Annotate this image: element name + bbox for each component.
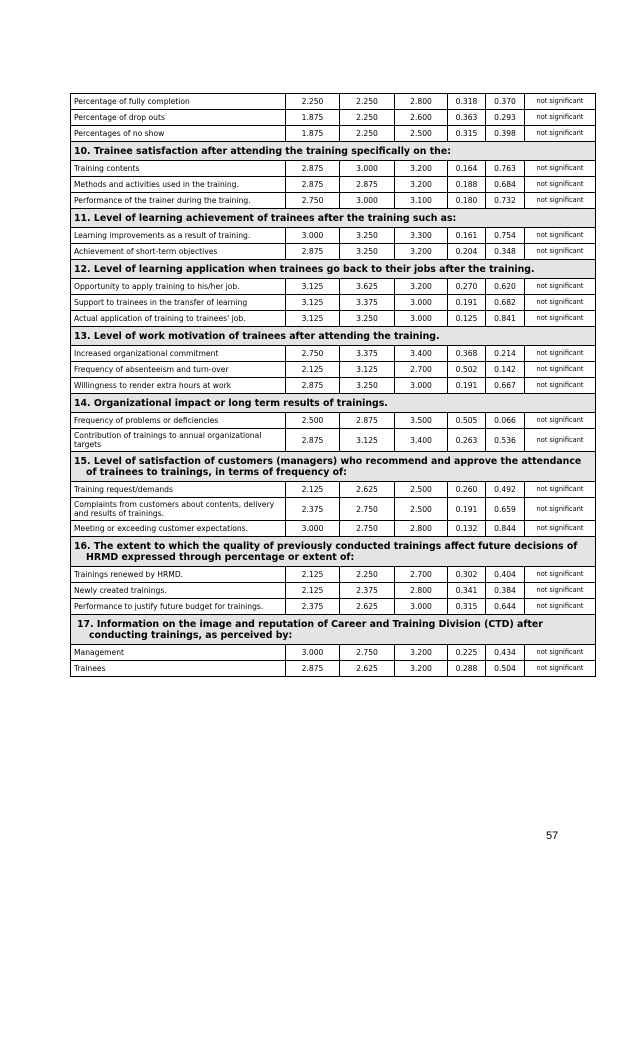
value-cell: 0.315 (448, 599, 486, 615)
value-cell: 2.125 (286, 583, 340, 599)
significance-cell: not significant (525, 362, 596, 378)
value-cell: 0.225 (448, 645, 486, 661)
table-row (71, 521, 596, 537)
significance-cell: not significant (525, 126, 596, 142)
row-label: Support to trainees in the transfer of learning (71, 295, 286, 311)
row-label: Percentage of fully completion (71, 94, 286, 110)
table-row (71, 346, 596, 362)
value-cell: 0.434 (486, 645, 525, 661)
significance-cell: not significant (525, 161, 596, 177)
value-cell: 2.875 (286, 661, 340, 677)
significance-cell: not significant (525, 228, 596, 244)
value-cell: 0.505 (448, 413, 486, 429)
value-cell: 2.500 (286, 413, 340, 429)
significance-cell: not significant (525, 193, 596, 209)
row-label: Learning improvements as a result of training. (71, 228, 286, 244)
value-cell: 3.200 (395, 161, 448, 177)
value-cell: 2.250 (286, 94, 340, 110)
row-label: Actual application of training to trainees' job. (71, 311, 286, 327)
value-cell: 3.200 (395, 177, 448, 193)
value-cell: 0.164 (448, 161, 486, 177)
value-cell: 3.000 (286, 645, 340, 661)
value-cell: 0.384 (486, 583, 525, 599)
table-row (71, 126, 596, 142)
value-cell: 3.125 (340, 362, 395, 378)
value-cell: 2.875 (340, 413, 395, 429)
value-cell: 2.700 (395, 362, 448, 378)
significance-cell: not significant (525, 429, 596, 452)
value-cell: 3.400 (395, 429, 448, 452)
value-cell: 3.100 (395, 193, 448, 209)
table-row (71, 498, 596, 521)
row-label: Contribution of trainings to annual organizational targets (71, 429, 286, 452)
section-header-cell (71, 260, 596, 279)
significance-cell: not significant (525, 346, 596, 362)
value-cell: 0.398 (486, 126, 525, 142)
section-header (71, 394, 596, 413)
value-cell: 0.368 (448, 346, 486, 362)
row-label: Increased organizational commitment (71, 346, 286, 362)
value-cell: 0.180 (448, 193, 486, 209)
row-label: Methods and activities used in the training. (71, 177, 286, 193)
row-label: Achievement of short-term objectives (71, 244, 286, 260)
row-label: Training request/demands (71, 482, 286, 498)
value-cell: 0.502 (448, 362, 486, 378)
significance-cell: not significant (525, 295, 596, 311)
value-cell: 0.763 (486, 161, 525, 177)
table-row (71, 193, 596, 209)
row-label: Management (71, 645, 286, 661)
value-cell: 2.250 (340, 567, 395, 583)
value-cell: 3.375 (340, 346, 395, 362)
value-cell: 0.492 (486, 482, 525, 498)
value-cell: 0.191 (448, 378, 486, 394)
value-cell: 0.318 (448, 94, 486, 110)
value-cell: 0.302 (448, 567, 486, 583)
value-cell: 2.500 (395, 126, 448, 142)
value-cell: 3.000 (395, 378, 448, 394)
results-table (70, 93, 596, 677)
value-cell: 1.875 (286, 126, 340, 142)
value-cell: 2.125 (286, 482, 340, 498)
value-cell: 2.250 (340, 94, 395, 110)
significance-cell: not significant (525, 177, 596, 193)
significance-cell: not significant (525, 311, 596, 327)
value-cell: 0.644 (486, 599, 525, 615)
significance-cell: not significant (525, 244, 596, 260)
value-cell: 3.125 (286, 311, 340, 327)
value-cell: 2.750 (340, 645, 395, 661)
value-cell: 3.250 (340, 228, 395, 244)
row-label: Training contents (71, 161, 286, 177)
table-row (71, 244, 596, 260)
section-title: 16. The extent to which the quality of previously conducted trainings affect future decisions of HRMD expressed through percentage or extent of: (74, 540, 578, 563)
value-cell: 3.200 (395, 244, 448, 260)
significance-cell: not significant (525, 661, 596, 677)
value-cell: 3.000 (395, 311, 448, 327)
row-label: Performance to justify future budget for trainings. (71, 599, 286, 615)
value-cell: 0.363 (448, 110, 486, 126)
value-cell: 3.375 (340, 295, 395, 311)
value-cell: 3.400 (395, 346, 448, 362)
table-row (71, 429, 596, 452)
section-title: 17. Information on the image and reputation of Career and Training Division (CTD) after conducting trainings, as perceived by: (77, 618, 543, 641)
page-number: 57 (546, 830, 559, 842)
value-cell: 2.875 (286, 244, 340, 260)
value-cell: 0.754 (486, 228, 525, 244)
value-cell: 0.142 (486, 362, 525, 378)
significance-cell: not significant (525, 413, 596, 429)
significance-cell: not significant (525, 498, 596, 521)
row-label: Complaints from customers about contents, delivery and results of trainings. (71, 498, 286, 521)
value-cell: 0.684 (486, 177, 525, 193)
value-cell: 3.500 (395, 413, 448, 429)
value-cell: 2.250 (340, 110, 395, 126)
section-title: 11. Level of learning achievement of trainees after the training such as: (74, 212, 457, 224)
value-cell: 0.161 (448, 228, 486, 244)
table-row (71, 177, 596, 193)
row-label: Performance of the trainer during the training. (71, 193, 286, 209)
section-header-cell (71, 452, 596, 482)
row-label: Trainings renewed by HRMD. (71, 567, 286, 583)
value-cell: 0.504 (486, 661, 525, 677)
value-cell: 2.375 (340, 583, 395, 599)
section-header-cell (71, 394, 596, 413)
value-cell: 0.270 (448, 279, 486, 295)
section-header (71, 260, 596, 279)
table-row (71, 583, 596, 599)
value-cell: 2.750 (340, 498, 395, 521)
value-cell: 2.625 (340, 661, 395, 677)
section-header-cell (71, 615, 596, 645)
table-row (71, 645, 596, 661)
significance-cell: not significant (525, 378, 596, 394)
significance-cell: not significant (525, 110, 596, 126)
row-label: Opportunity to apply training to his/her job. (71, 279, 286, 295)
value-cell: 3.200 (395, 279, 448, 295)
significance-cell: not significant (525, 645, 596, 661)
value-cell: 3.125 (340, 429, 395, 452)
row-label: Trainees (71, 661, 286, 677)
table-row (71, 110, 596, 126)
table-row (71, 482, 596, 498)
value-cell: 0.132 (448, 521, 486, 537)
value-cell: 2.750 (340, 521, 395, 537)
value-cell: 3.000 (340, 161, 395, 177)
value-cell: 3.125 (286, 279, 340, 295)
value-cell: 0.260 (448, 482, 486, 498)
value-cell: 3.000 (340, 193, 395, 209)
value-cell: 0.191 (448, 295, 486, 311)
significance-cell: not significant (525, 583, 596, 599)
value-cell: 0.667 (486, 378, 525, 394)
section-title: 15. Level of satisfaction of customers (managers) who recommend and approve the attendance of trainees to trainings, in terms of frequency of: (74, 455, 582, 478)
table-row (71, 599, 596, 615)
row-label: Meeting or exceeding customer expectations. (71, 521, 286, 537)
value-cell: 3.200 (395, 645, 448, 661)
value-cell: 2.700 (395, 567, 448, 583)
table-row (71, 567, 596, 583)
section-header (71, 209, 596, 228)
value-cell: 0.066 (486, 413, 525, 429)
section-header-cell (71, 142, 596, 161)
value-cell: 0.682 (486, 295, 525, 311)
value-cell: 0.341 (448, 583, 486, 599)
section-header (71, 142, 596, 161)
table-row (71, 94, 596, 110)
row-label: Percentages of no show (71, 126, 286, 142)
value-cell: 2.800 (395, 94, 448, 110)
value-cell: 2.375 (286, 498, 340, 521)
table-row (71, 661, 596, 677)
section-title: 14. Organizational impact or long term results of trainings. (74, 397, 388, 409)
value-cell: 2.250 (340, 126, 395, 142)
value-cell: 3.000 (286, 521, 340, 537)
value-cell: 2.500 (395, 482, 448, 498)
section-header (71, 537, 596, 567)
row-label: Newly created trainings. (71, 583, 286, 599)
section-header-cell (71, 327, 596, 346)
value-cell: 3.250 (340, 378, 395, 394)
row-label: Frequency of problems or deficiencies (71, 413, 286, 429)
value-cell: 0.204 (448, 244, 486, 260)
significance-cell: not significant (525, 94, 596, 110)
section-title: 13. Level of work motivation of trainees after attending the training. (74, 330, 440, 342)
table-row (71, 295, 596, 311)
value-cell: 2.375 (286, 599, 340, 615)
value-cell: 2.600 (395, 110, 448, 126)
table-row (71, 228, 596, 244)
row-label: Percentage of drop outs (71, 110, 286, 126)
value-cell: 0.659 (486, 498, 525, 521)
significance-cell: not significant (525, 279, 596, 295)
value-cell: 3.000 (286, 228, 340, 244)
value-cell: 2.750 (286, 346, 340, 362)
value-cell: 2.875 (286, 161, 340, 177)
value-cell: 3.250 (340, 311, 395, 327)
value-cell: 1.875 (286, 110, 340, 126)
section-header-cell (71, 537, 596, 567)
value-cell: 3.625 (340, 279, 395, 295)
table-row (71, 311, 596, 327)
value-cell: 2.625 (340, 482, 395, 498)
value-cell: 2.625 (340, 599, 395, 615)
value-cell: 0.288 (448, 661, 486, 677)
value-cell: 0.620 (486, 279, 525, 295)
value-cell: 0.732 (486, 193, 525, 209)
value-cell: 2.750 (286, 193, 340, 209)
value-cell: 0.348 (486, 244, 525, 260)
value-cell: 2.800 (395, 583, 448, 599)
value-cell: 0.404 (486, 567, 525, 583)
section-header-cell (71, 209, 596, 228)
value-cell: 0.191 (448, 498, 486, 521)
row-label: Frequency of absenteeism and turn-over (71, 362, 286, 378)
row-label: Willingness to render extra hours at work (71, 378, 286, 394)
value-cell: 3.125 (286, 295, 340, 311)
value-cell: 3.000 (395, 295, 448, 311)
section-title: 12. Level of learning application when trainees go back to their jobs after the training. (74, 263, 535, 275)
value-cell: 2.875 (286, 177, 340, 193)
table-row (71, 378, 596, 394)
value-cell: 3.000 (395, 599, 448, 615)
value-cell: 0.125 (448, 311, 486, 327)
value-cell: 2.125 (286, 362, 340, 378)
significance-cell: not significant (525, 599, 596, 615)
value-cell: 0.844 (486, 521, 525, 537)
value-cell: 0.536 (486, 429, 525, 452)
value-cell: 2.125 (286, 567, 340, 583)
table-row (71, 161, 596, 177)
value-cell: 0.841 (486, 311, 525, 327)
significance-cell: not significant (525, 521, 596, 537)
value-cell: 3.300 (395, 228, 448, 244)
value-cell: 2.875 (340, 177, 395, 193)
value-cell: 0.214 (486, 346, 525, 362)
section-title: 10. Trainee satisfaction after attending the training specifically on the: (74, 145, 451, 157)
section-header (71, 327, 596, 346)
value-cell: 0.263 (448, 429, 486, 452)
value-cell: 3.200 (395, 661, 448, 677)
table-row (71, 279, 596, 295)
table-row (71, 362, 596, 378)
table-row (71, 413, 596, 429)
significance-cell: not significant (525, 567, 596, 583)
value-cell: 2.875 (286, 378, 340, 394)
significance-cell: not significant (525, 482, 596, 498)
value-cell: 2.800 (395, 521, 448, 537)
value-cell: 3.250 (340, 244, 395, 260)
value-cell: 0.370 (486, 94, 525, 110)
section-header (71, 615, 596, 645)
section-header (71, 452, 596, 482)
value-cell: 2.875 (286, 429, 340, 452)
value-cell: 0.315 (448, 126, 486, 142)
value-cell: 0.293 (486, 110, 525, 126)
value-cell: 2.500 (395, 498, 448, 521)
value-cell: 0.188 (448, 177, 486, 193)
